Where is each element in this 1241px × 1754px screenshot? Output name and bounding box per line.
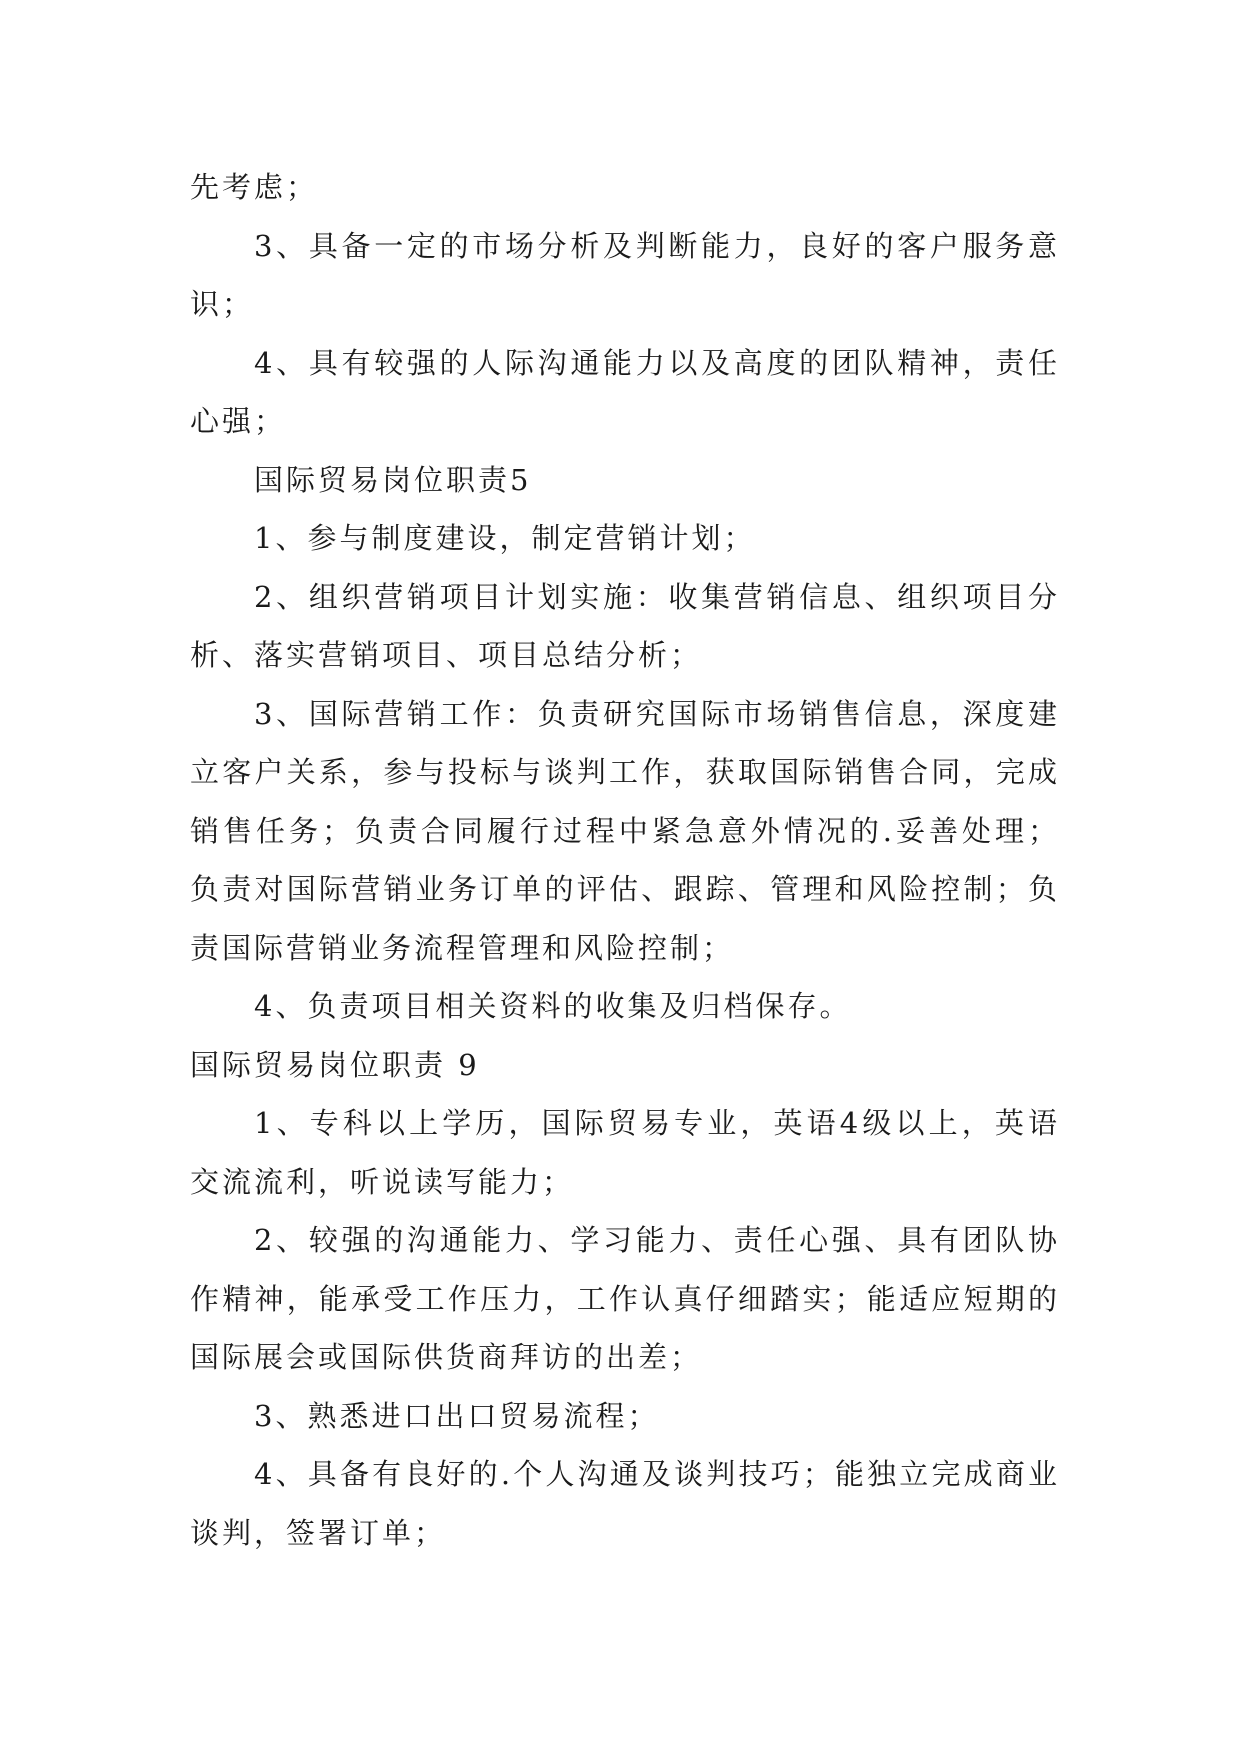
- paragraph-continuation: 先考虑；: [190, 170, 319, 204]
- section-heading: 国际贸易岗位职责 9: [190, 1047, 480, 1082]
- paragraph-item: 2、组织营销项目计划实施：收集营销信息、组织项目分析、落实营销项目、项目总结分析；: [190, 579, 1060, 672]
- paragraph-item: 4、负责项目相关资料的收集及归档保存。: [254, 989, 852, 1023]
- paragraph-item: 4、具备有良好的.个人沟通及谈判技巧；能独立完成商业谈判，签署订单；: [190, 1457, 1060, 1550]
- paragraph-item: 3、具备一定的市场分析及判断能力，良好的客户服务意识；: [190, 228, 1060, 321]
- paragraph-item: 1、专科以上学历，国际贸易专业，英语4级以上，英语交流流利，听说读写能力；: [190, 1106, 1060, 1199]
- paragraph-item: 1、参与制度建设，制定营销计划；: [254, 521, 756, 555]
- section-heading: 国际贸易岗位职责5: [254, 462, 532, 497]
- paragraph-item: 3、熟悉进口出口贸易流程；: [254, 1398, 660, 1433]
- paragraph-item: 3、国际营销工作：负责研究国际市场销售信息，深度建立客户关系，参与投标与谈判工作，获取国际销售合同，完成销售任务；负责合同履行过程中紧急意外情况的.妥善处理；负责对国际营销业务订单的评估、跟踪、管理和风险控制；负责国际营销业务流程管理和风险控制；: [190, 696, 1060, 965]
- paragraph-item: 2、较强的沟通能力、学习能力、责任心强、具有团队协作精神，能承受工作压力，工作认真仔细踏实；能适应短期的国际展会或国际供货商拜访的出差；: [190, 1223, 1060, 1374]
- paragraph-item: 4、具有较强的人际沟通能力以及高度的团队精神，责任心强；: [190, 345, 1060, 438]
- document-body: [190, 158, 1060, 1562]
